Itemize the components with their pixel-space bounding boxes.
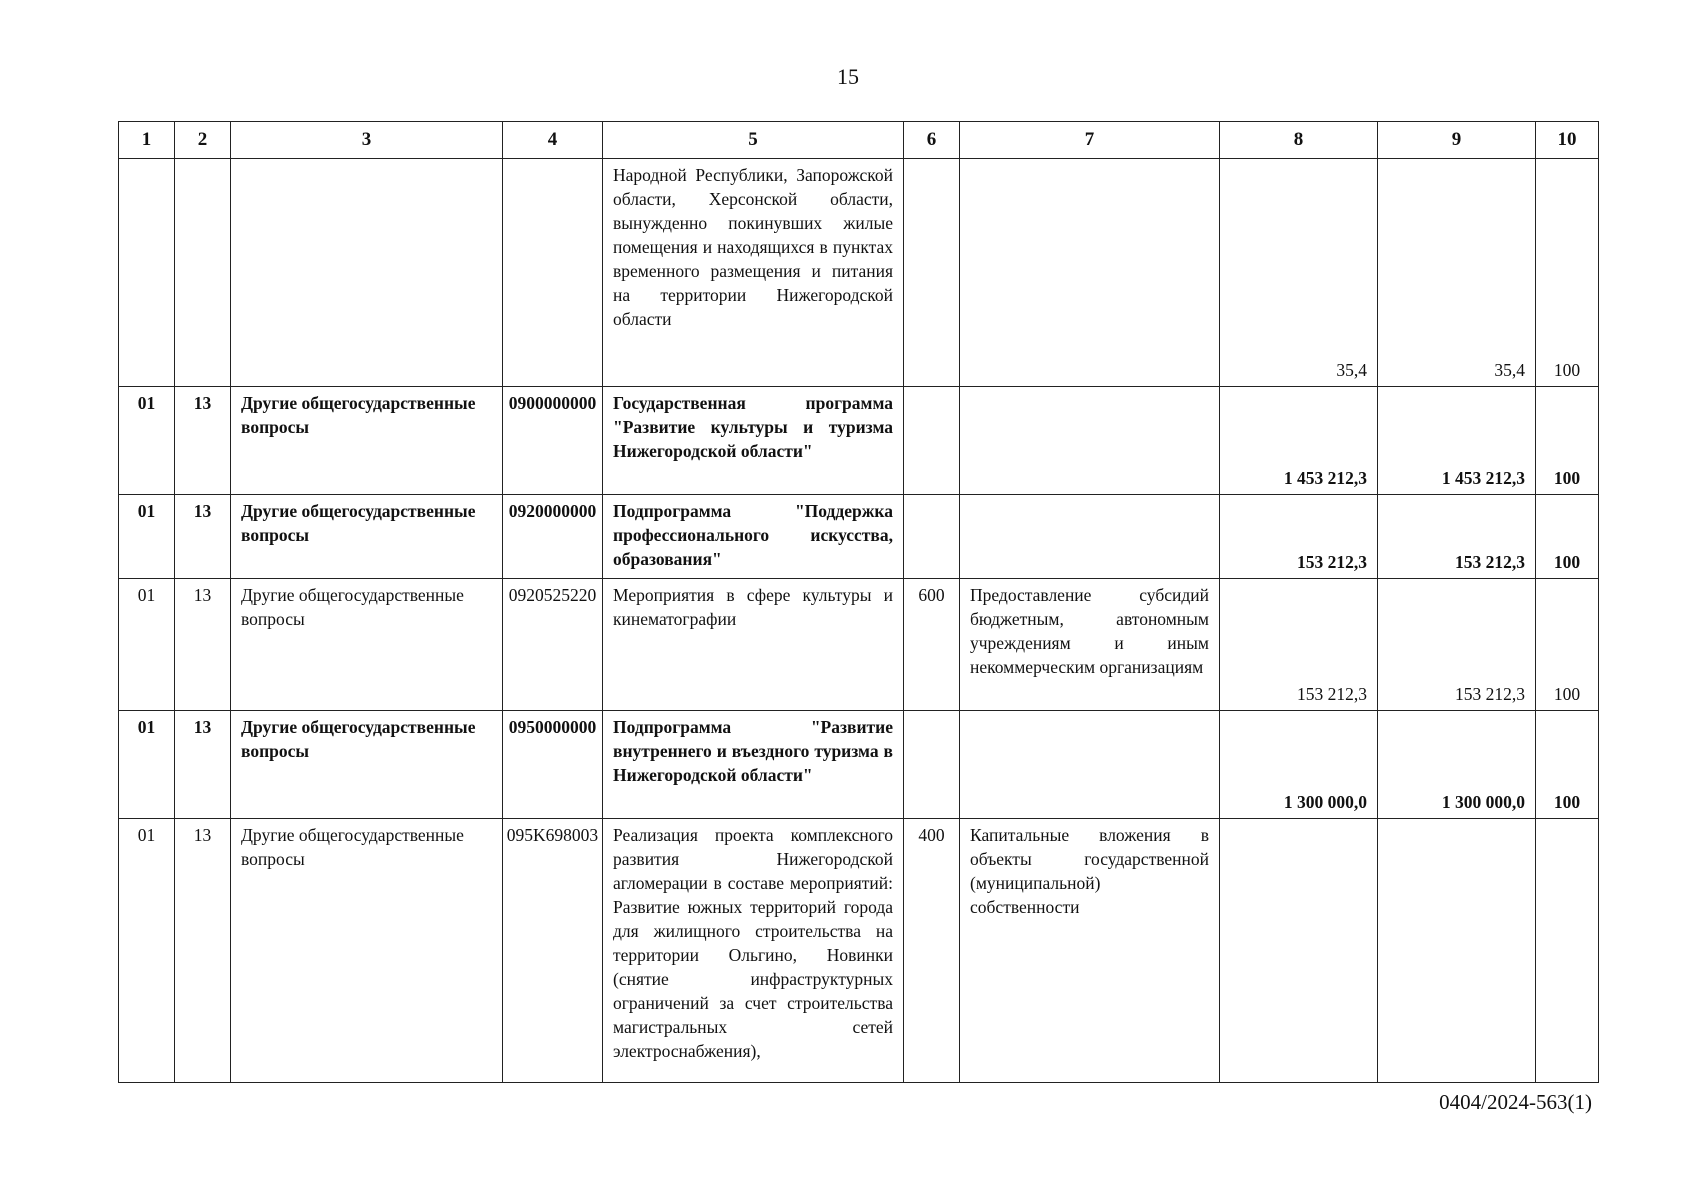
cell-expense-name: [960, 495, 1220, 579]
cell-section-name: Другие общегосударственные вопросы: [231, 495, 503, 579]
cell-target-code: 095K698003: [503, 819, 603, 1083]
cell-expense-name: [960, 711, 1220, 819]
cell-expense-type: [904, 495, 960, 579]
cell-percent: 100: [1536, 495, 1599, 579]
cell-plan-amount: 153 212,3: [1220, 579, 1378, 711]
cell-percent: 100: [1536, 579, 1599, 711]
cell-actual-amount: 1 453 212,3: [1378, 387, 1536, 495]
cell-percent: 100: [1536, 159, 1599, 387]
cell-target-code: [503, 159, 603, 387]
table-row: [119, 579, 1599, 711]
cell-section: 01: [119, 819, 175, 1083]
cell-section: [119, 159, 175, 387]
cell-target-name: Народной Республики, Запорожской области, Херсонской области, вынужденно покинувших жилые помещения и находящихся в пунктах временного размещения и питания на территории Нижегородской области: [603, 159, 904, 387]
page-number: 15: [837, 64, 859, 89]
cell-subsection: [175, 159, 231, 387]
cell-expense-type: [904, 387, 960, 495]
cell-percent: [1536, 819, 1599, 1083]
header-cell: 10: [1536, 122, 1599, 159]
cell-actual-amount: 153 212,3: [1378, 579, 1536, 711]
header-row: [119, 122, 1599, 159]
cell-section-name: [231, 159, 503, 387]
cell-section-name: Другие общегосударственные вопросы: [231, 579, 503, 711]
cell-expense-name: [960, 387, 1220, 495]
header-cell: 2: [175, 122, 231, 159]
cell-actual-amount: [1378, 819, 1536, 1083]
cell-target-code: 0900000000: [503, 387, 603, 495]
header-cell: 1: [119, 122, 175, 159]
cell-plan-amount: 1 300 000,0: [1220, 711, 1378, 819]
cell-section-name: Другие общегосударственные вопросы: [231, 819, 503, 1083]
cell-percent: 100: [1536, 387, 1599, 495]
table-row: [119, 159, 1599, 387]
header-cell: 4: [503, 122, 603, 159]
cell-target-name: Подпрограмма "Развитие внутреннего и въездного туризма в Нижегородской области": [603, 711, 904, 819]
cell-expense-type: [904, 159, 960, 387]
cell-plan-amount: 153 212,3: [1220, 495, 1378, 579]
header-cell: 5: [603, 122, 904, 159]
cell-target-name: Реализация проекта комплексного развития Нижегородской агломерации в составе мероприятий: Развитие южных территорий города для жилищного строительства на территории Ольгино, Новинки (снятие инфраструктурных ограничений за счет строительства магистральных сетей электроснабжения),: [603, 819, 904, 1083]
cell-actual-amount: 1 300 000,0: [1378, 711, 1536, 819]
cell-target-name: Государственная программа "Развитие культуры и туризма Нижегородской области": [603, 387, 904, 495]
budget-table: [118, 121, 1599, 1083]
table-row: [119, 387, 1599, 495]
table-row: [119, 819, 1599, 1083]
table-row: [119, 711, 1599, 819]
cell-percent: 100: [1536, 711, 1599, 819]
cell-subsection: 13: [175, 819, 231, 1083]
cell-expense-type: [904, 711, 960, 819]
cell-plan-amount: 1 453 212,3: [1220, 387, 1378, 495]
cell-plan-amount: [1220, 819, 1378, 1083]
cell-section-name: Другие общегосударственные вопросы: [231, 387, 503, 495]
cell-expense-name: Предоставление субсидий бюджетным, автономным учреждениям и иным некоммерческим организациям: [960, 579, 1220, 711]
cell-target-name: Подпрограмма "Поддержка профессионального искусства, образования": [603, 495, 904, 579]
cell-target-code: 0920525220: [503, 579, 603, 711]
cell-expense-type: 600: [904, 579, 960, 711]
cell-expense-name: [960, 159, 1220, 387]
cell-target-name: Мероприятия в сфере культуры и кинематографии: [603, 579, 904, 711]
table-row: [119, 495, 1599, 579]
cell-target-code: 0920000000: [503, 495, 603, 579]
cell-section-name: Другие общегосударственные вопросы: [231, 711, 503, 819]
document-code: 0404/2024-563(1): [1439, 1090, 1592, 1114]
cell-subsection: 13: [175, 579, 231, 711]
cell-actual-amount: 153 212,3: [1378, 495, 1536, 579]
cell-subsection: 13: [175, 387, 231, 495]
cell-expense-name: Капитальные вложения в объекты государственной (муниципальной) собственности: [960, 819, 1220, 1083]
cell-section: 01: [119, 387, 175, 495]
header-cell: 6: [904, 122, 960, 159]
cell-subsection: 13: [175, 711, 231, 819]
cell-subsection: 13: [175, 495, 231, 579]
header-cell: 3: [231, 122, 503, 159]
cell-plan-amount: 35,4: [1220, 159, 1378, 387]
cell-actual-amount: 35,4: [1378, 159, 1536, 387]
cell-target-code: 0950000000: [503, 711, 603, 819]
cell-expense-type: 400: [904, 819, 960, 1083]
cell-section: 01: [119, 495, 175, 579]
header-cell: 7: [960, 122, 1220, 159]
header-cell: 8: [1220, 122, 1378, 159]
cell-section: 01: [119, 579, 175, 711]
header-cell: 9: [1378, 122, 1536, 159]
cell-section: 01: [119, 711, 175, 819]
